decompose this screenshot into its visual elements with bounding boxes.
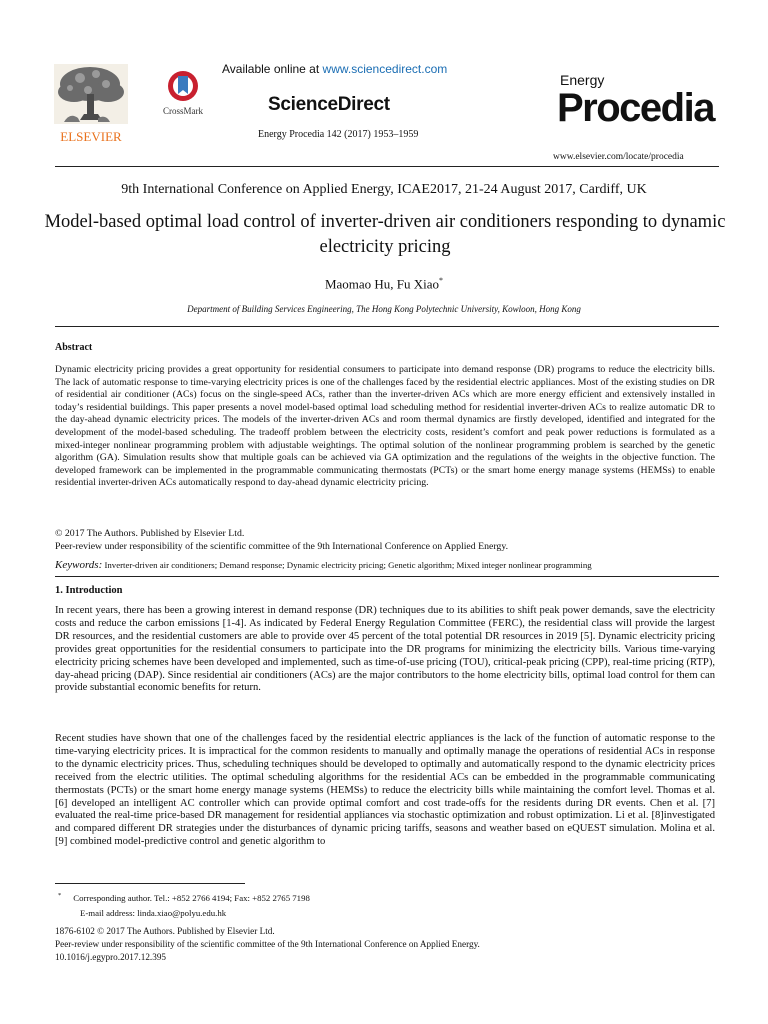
doi-link[interactable]: 10.1016/j.egypro.2017.12.395	[55, 952, 167, 962]
abstract-heading: Abstract	[55, 342, 93, 353]
copyright-notice: © 2017 The Authors. Published by Elsevier Ltd.	[55, 528, 245, 539]
elsevier-wordmark: ELSEVIER	[60, 129, 122, 144]
journal-logo-procedia: Procedia	[557, 86, 714, 130]
author-email: E-mail address: linda.xiao@polyu.edu.hk	[80, 908, 227, 918]
header-divider	[55, 166, 719, 167]
sciencedirect-link[interactable]: www.sciencedirect.com	[322, 62, 448, 76]
abstract-text: Dynamic electricity pricing provides a great opportunity for residential consumers to participate into demand response (DR) programs to reduce the electricity bills. The lack of automatic response to time-varying electricity prices is one of the challenges faced by the residential electric appliances. Most of the existing studies on DR of residential air conditioner (ACs) focus on the single-speed ACs, rather than the inverter-driven ACs which are more energy efficient and extensively installed in today’s residential buildings. This paper presents a novel model-based optimal load scheduling method for residential inverter-driven ACs to realize automatic DR to the day-ahead dynamic electricity prices. The models of the inverter-driven ACs and room thermal dynamics are firstly developed, identified and integrated for the development of the model-based scheduling. The tradeoff problem between the electricity costs, resident’s comfort and peak power reductions is formulated as a mixed-integer nonlinear programming problem with adjustable weightings. The optimal solution of the nonlinear programming problem is searched by the genetic algorithm (GA). Simulation results show that multiple goals can be achieved via GA optimization and the regulations of the weights in the objective function. The developed framework can be implemented in the programmable communicating thermostats (PCTs) or the smart home energy manage systems (HEMSs) to enable residential inverter-driven ACs automatically respond to day-ahead dynamic electricity pricing.	[55, 364, 715, 489]
sciencedirect-logo: ScienceDirect	[268, 94, 390, 115]
elsevier-logo	[50, 62, 132, 148]
affiliation-divider	[55, 326, 719, 327]
footnote-mark: *	[58, 892, 62, 899]
available-online-line	[222, 62, 447, 76]
journal-url[interactable]: www.elsevier.com/locate/procedia	[553, 152, 684, 162]
introduction-heading: 1. Introduction	[55, 585, 123, 596]
keywords-values: Inverter-driven air conditioners; Demand response; Dynamic electricity pricing; Genetic algorithm; Mixed integer nonlinear programming	[102, 560, 592, 570]
footnote-divider	[55, 883, 245, 884]
author-list	[0, 276, 768, 292]
affiliation: Department of Building Services Engineering, The Hong Kong Polytechnic University, Kowloon, Hong Kong	[187, 304, 581, 314]
introduction-paragraph-1: In recent years, there has been a growing interest in demand response (DR) techniques due to its abilities to shift peak power demands, save the electricity costs and reduce the carbon emissions [1-4]. As indicated by Federal Energy Regulation Committee (FERC), the residential class will provide the largest DR resources, and the residential customers are able to provide over 45 percent of the total potential DR resources in 2019 [5]. Dynamic electricity pricing provides great opportunities for the residential consumers to participate into the DR programs for minimizing the electricity bills. Various time-varying electricity pricing schemes have been developed and implemented, such as time-of-use pricing (TOU), critical-peak pricing (CPP), real-time pricing (RTP), day-ahead pricing (DAP). Since residential air conditioners (ACs) are the major contributors to the home electricity bills, optimal load control for them can provide substantial economic benefits for return.	[55, 605, 715, 694]
crossmark-icon	[158, 68, 208, 118]
issn-line: 1876-6102 © 2017 The Authors. Published by Elsevier Ltd.	[55, 926, 275, 936]
keywords-line	[55, 559, 592, 571]
corresponding-author-text: Corresponding author. Tel.: +852 2766 4194; Fax: +852 2765 7198	[73, 892, 310, 903]
crossmark-badge[interactable]	[158, 68, 208, 118]
peer-review-notice: Peer-review under responsibility of the scientific committee of the 9th International Conference on Applied Energy.	[55, 541, 509, 552]
paper-title: Model-based optimal load control of inverter-driven air conditioners responding to dynamic electricity pricing	[44, 212, 726, 257]
author-footnote-mark: *	[439, 276, 444, 285]
keywords-label: Keywords:	[55, 559, 103, 571]
elsevier-tree-icon	[50, 62, 132, 148]
available-online-text: Available online at	[222, 62, 323, 76]
footer-peer-review: Peer-review under responsibility of the scientific committee of the 9th International Conference on Applied Energy.	[55, 939, 480, 949]
authors-text: Maomao Hu, Fu Xiao	[324, 276, 440, 292]
crossmark-label: CrossMark	[163, 106, 203, 116]
corresponding-author-footnote	[58, 892, 310, 903]
journal-logo-energy: Energy	[560, 72, 605, 88]
conference-line: 9th International Conference on Applied Energy, ICAE2017, 21-24 August 2017, Cardiff, UK	[121, 182, 647, 197]
journal-citation: Energy Procedia 142 (2017) 1953–1959	[258, 129, 419, 140]
keywords-divider	[55, 576, 719, 577]
introduction-paragraph-2: Recent studies have shown that one of the challenges faced by the residential electric appliances is the lack of the function of automatic response to the time-varying electricity prices. It is impractical for the common residents to manually and optimally manage the operations of residential ACs in response to the dynamic electricity prices. Thus, scheduling techniques should be developed to optimally and automatically respond to the dynamic electricity prices received from the electric utilities. The optimal scheduling algorithms for the residential ACs can be embedded in the programmable communicating thermostats (PCTs) or the smart home energy manage systems (HEMSs) to reduce the electricity bills while maintaining the comfort level. Thomas et al. [6] developed an intelligent AC controller which can provide optimal comfort and cost trade-offs for the residents during DR events. Chen et al. [7] evaluated the real-time price-based DR management for residential appliances via stochastic optimization and robust optimization. Li et al. [8]investigated and compared different DR strategies under the disturbances of dynamic pricing tariffs, seasons and weather based on eQUEST simulation. Molina et al. [9] combined model-predictive control and genetic algorithm to	[55, 733, 715, 848]
